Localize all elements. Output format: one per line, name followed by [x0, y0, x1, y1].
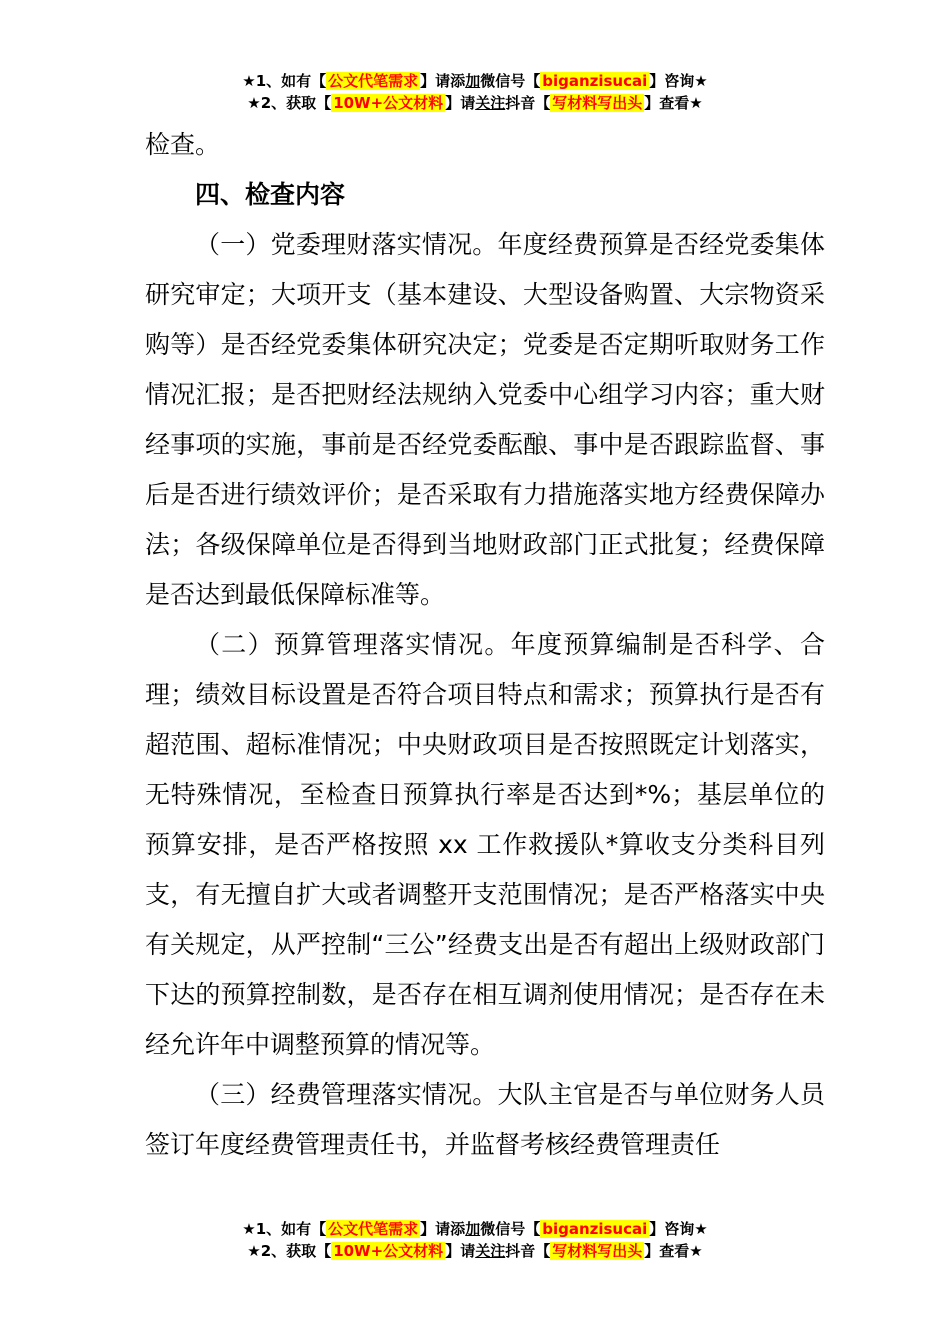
- banner-line-2: ★2、获取【 10W+公文材料 】请关注抖音【 写材料写出头 】查看★: [247, 94, 703, 112]
- banner-highlight: 10W+公文材料: [333, 94, 444, 112]
- banner-highlight: biganzisucai: [542, 1220, 648, 1238]
- banner-highlight: 写材料写出头: [552, 94, 643, 112]
- banner-line-2: ★2、获取【 10W+公文材料 】请关注抖音【 写材料写出头 】查看★: [247, 1242, 703, 1260]
- banner-highlight: 10W+公文材料: [333, 1242, 444, 1260]
- banner-line-1: ★1、如有【 公文代笔需求 】请添加微信号【 biganzisucai 】咨询★: [242, 1220, 708, 1238]
- banner-highlight: 公文代笔需求: [328, 72, 419, 90]
- paragraph-continuation: 检查。: [145, 130, 221, 159]
- banner-highlight: biganzisucai: [542, 72, 648, 90]
- banner-highlight: 写材料写出头: [552, 1242, 643, 1260]
- footer-banner: [0, 1218, 950, 1262]
- paragraph-fund-management: （三）经费管理落实情况。大队主官是否与单位财务人员签订年度经费管理责任书，并监督考核经费管理责任: [145, 1080, 825, 1159]
- header-banner: [0, 70, 950, 114]
- banner-highlight: 公文代笔需求: [328, 1220, 419, 1238]
- document-body: [145, 120, 825, 1170]
- paragraph-budget-management: （二）预算管理落实情况。年度预算编制是否科学、合理；绩效目标设置是否符合项目特点和需求；预算执行是否有超范围、超标准情况；中央财政项目是否按照既定计划落实，无特殊情况，至检查日预算执行率是否达到*%；基层单位的预算安排，是否严格按照 xx 工作救援队*算收支分类科目列支，有无擅自扩大或者调整开支范围情况；是否严格落实中央有关规定，从严控制“三公”经费支出是否有超出上级财政部门下达的预算控制数，是否存在相互调剂使用情况；是否存在未经允许年中调整预算的情况等。: [145, 630, 825, 1059]
- paragraph-party-committee: （一）党委理财落实情况。年度经费预算是否经党委集体研究审定；大项开支（基本建设、大型设备购置、大宗物资采购等）是否经党委集体研究决定；党委是否定期听取财务工作情况汇报；是否把财经法规纳入党委中心组学习内容；重大财经事项的实施，事前是否经党委酝酿、事中是否跟踪监督、事后是否进行绩效评价；是否采取有力措施落实地方经费保障办法；各级保障单位是否得到当地财政部门正式批复；经费保障是否达到最低保障标准等。: [145, 230, 825, 609]
- banner-line-1: ★1、如有【 公文代笔需求 】请添加微信号【 biganzisucai 】咨询★: [242, 72, 708, 90]
- section-heading: 四、检查内容: [195, 180, 346, 209]
